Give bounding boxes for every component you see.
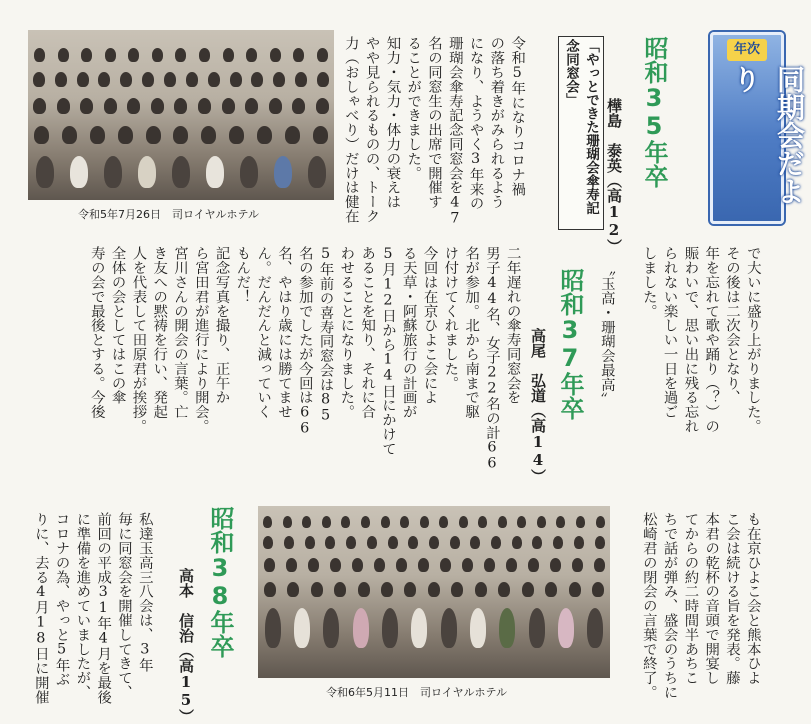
photo-caption-2: 令和6年5月11日 司ロイヤルホテル xyxy=(326,686,508,699)
s38-author: 高本 信治（高15） xyxy=(177,568,195,724)
s37-author: 高尾 弘道（高14） xyxy=(529,328,547,484)
s35-subtitle-box: 「やっとできた珊瑚会傘寿記 念同窓会」 xyxy=(558,36,604,230)
s35-quote: 〝玉高・珊瑚会最高〟 xyxy=(598,262,615,406)
s37-continued: も在京ひよこ会と熊本ひよ こ会は続ける旨を発表。藤 本君の乾杯の音頭で開宴し てからの約二時間半あちこ ちで話が弾み、盛会のうちに 松崎君の閉会の言葉で終了。 xyxy=(640,512,761,700)
s35-body: 令和5年になりコロナ禍 の落ち着きがみられるよう になり、ようやく3年来の 珊瑚会傘寿記念同窓会を47 名の同窓生の出席で開催す ることができました。 知力・気力・体力の衰えは やや見られるものの、トーク 力（おしゃべり）だけは健在 xyxy=(342,36,526,227)
photo-caption-1: 令和5年7月26日 司ロイヤルホテル xyxy=(78,208,260,221)
s38-heading: 昭和38年卒 xyxy=(206,506,234,658)
s35-author: 樺島 泰英（高12） xyxy=(605,98,623,254)
s35-heading: 昭和35年卒 xyxy=(640,36,668,188)
s37-body: 二年遅れの傘寿同窓会を 男子44名、女子22名の計66 名が参加。北から南まで駆 け付けてくれました。 今回は在京ひよこ会によ る天草・阿蘇旅行の計画が 5月12日から14日にかけて あることを知り、それに合 わせることになりました。 5年前の喜寿同窓会は85 名の参加でしたが今回は66 名、やはり歳には勝てませ ん。だんだんと減っていく もんだ！ 記念写真を撮り、正午か ら宮田君が進行により開会。 宮川さんの開会の言葉。亡 き友への黙祷を行い、発起 人を代表して田原君が挨拶。 全体の会としてはこの傘 寿の会で最後とする。今後 xyxy=(88,246,521,472)
group-photo-1 xyxy=(28,30,334,200)
group-photo-2 xyxy=(258,506,610,678)
banner-year-label: 年次 xyxy=(727,39,767,61)
banner-title: 同期会だより xyxy=(729,65,806,205)
s35-continued: で大いに盛り上がりました。 その後は二次会となり、 年を忘れて歌や踊り（？）の 賑わいで、思い出に残る忘れ られない楽しい一日を過ご しました。 xyxy=(640,246,761,434)
s37-heading: 昭和37年卒 xyxy=(556,268,584,420)
s38-body: 私達玉高三八会は、3年 毎に同窓会を開催してきて、 前回の平成31年4月を最後 に準備を進めていましたが、 コロナの為、やっと5年ぶ りに、去る4月18日に開催 xyxy=(32,512,153,704)
nenji-doukikai-banner xyxy=(710,32,806,224)
